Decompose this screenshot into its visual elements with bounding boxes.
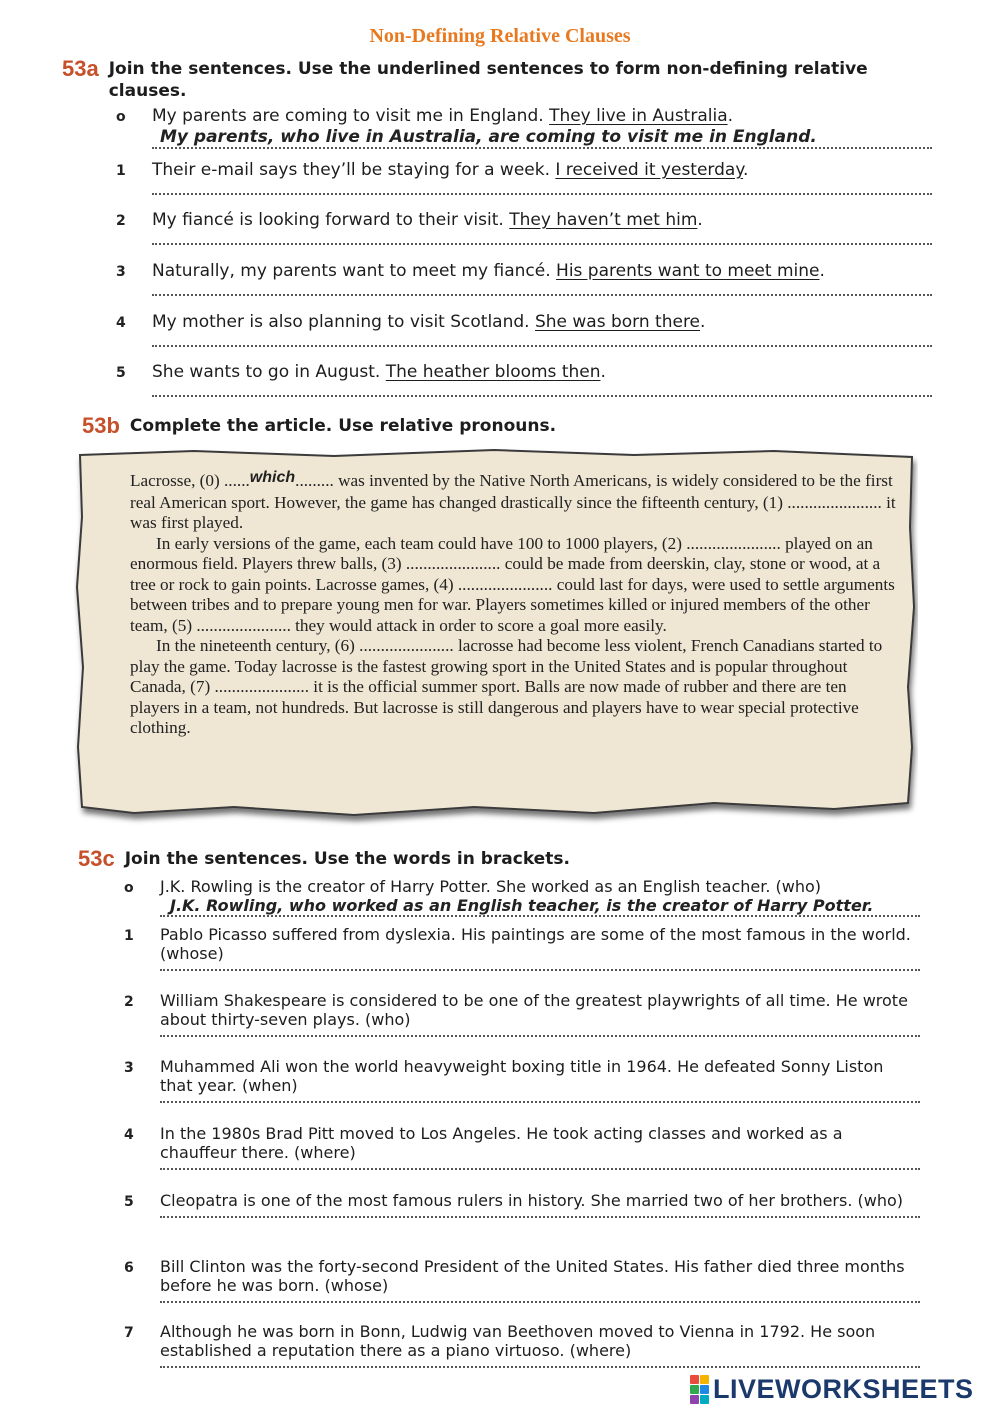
item-number: 3 [124, 1060, 134, 1076]
answer-field[interactable]: J.K. Rowling, who worked as an English teacher, is the creator of Harry Potter. [160, 896, 920, 917]
article-box [74, 447, 918, 827]
item-number: 1 [124, 928, 134, 944]
item-number: 7 [124, 1325, 134, 1341]
exercise-item-c1 [124, 925, 920, 971]
exercise-item-c6 [124, 1257, 920, 1303]
item-number: 2 [124, 994, 134, 1010]
item-number: 5 [124, 1194, 134, 1210]
exercise-item-c2 [124, 991, 920, 1037]
item-text: Although he was born in Bonn, Ludwig van Beethoven moved to Vienna in 1792. He soon established a reputation there as a piano virtuoso. (where) [160, 1322, 876, 1360]
item-number: o [116, 109, 126, 125]
answer-field[interactable]: My parents, who live in Australia, are coming to visit me in England. [152, 127, 932, 149]
item-text: My mother is also planning to visit Scotland. She was born there. [152, 312, 706, 332]
section-b-instruction: Complete the article. Use relative pronouns. [129, 416, 557, 436]
answer-field[interactable] [152, 383, 932, 397]
liveworksheets-logo-icon [690, 1375, 709, 1404]
item-text: J.K. Rowling is the creator of Harry Potter. She worked as an English teacher. (who) [160, 877, 821, 896]
underlined-sentence: His parents want to meet mine [556, 261, 820, 281]
underlined-sentence: The heather blooms then [385, 362, 601, 382]
item-number: 4 [124, 1127, 134, 1143]
underlined-sentence: She was born there [534, 312, 701, 332]
item-text: Cleopatra is one of the most famous rulers in history. She married two of her brothers. (who) [160, 1191, 904, 1210]
answer-field[interactable] [160, 1095, 920, 1103]
section-b-header [82, 415, 882, 437]
exercise-item-a4 [116, 312, 932, 347]
answer-field[interactable] [152, 181, 932, 195]
answer-field[interactable] [160, 963, 920, 971]
section-c-header [78, 848, 878, 870]
exercise-item-a1 [116, 160, 932, 195]
answer-field[interactable] [160, 1162, 920, 1170]
item-number: 5 [116, 365, 126, 381]
item-text: In the 1980s Brad Pitt moved to Los Angeles. He took acting classes and worked as a chauffeur there. (where) [160, 1124, 843, 1162]
item-number: 4 [116, 315, 126, 331]
item-text: Their e-mail says they’ll be staying for a week. I received it yesterday. [152, 160, 749, 180]
exercise-item-c0 [124, 877, 920, 917]
answer-field[interactable] [160, 1029, 920, 1037]
answer-field[interactable] [160, 1210, 920, 1218]
blank-0-answer[interactable]: which [249, 469, 296, 486]
answer-field[interactable] [152, 333, 932, 347]
exercise-item-a2 [116, 210, 932, 245]
exercise-item-c7 [124, 1322, 920, 1368]
item-number: 3 [116, 264, 126, 280]
item-number: o [124, 880, 134, 896]
answer-field[interactable] [152, 282, 932, 296]
section-b-number: 53b [82, 413, 120, 438]
article-text [130, 471, 900, 739]
item-number: 2 [116, 213, 126, 229]
item-text: My fiancé is looking forward to their visit. They haven’t met him. [152, 210, 703, 230]
section-c-instruction: Join the sentences. Use the words in brackets. [124, 849, 570, 869]
item-number: 6 [124, 1260, 134, 1276]
section-a-number: 53a [62, 56, 99, 81]
item-text: William Shakespeare is considered to be one of the greatest playwrights of all time. He wrote about thirty-seven plays. (who) [160, 991, 908, 1029]
answer-field[interactable] [160, 1295, 920, 1303]
section-a-instruction: Join the sentences. Use the underlined sentences to form non-defining relative clauses. [108, 59, 868, 101]
article-paragraph-1: Lacrosse, (0) ......which......... was invented by the Native North Americans, is widely considered to be the first real American sport. However, the game has changed drastically since the fifteenth century, (1) ...................... it was first played. [130, 469, 896, 532]
answer-field[interactable] [152, 231, 932, 245]
underlined-sentence: They haven’t met him [509, 210, 698, 230]
section-a-header [62, 58, 942, 102]
page-title: Non-Defining Relative Clauses [369, 25, 631, 47]
exercise-item-a0 [116, 106, 932, 149]
article-paragraph-3: In the nineteenth century, (6) ...................... lacrosse had become less violent, French Canadians started to play the game. Today lacrosse is the fastest growing sport in the United States and is popular throughout Canada, (7) ...................... it is the official summer sport. Balls are now made of rubber and there are ten players in a team, not hundreds. But lacrosse is still dangerous and players have to wear special protective clothing. [130, 636, 883, 737]
item-text: Bill Clinton was the forty-second President of the United States. His father died three months before he was born. (whose) [160, 1257, 905, 1295]
exercise-item-a3 [116, 261, 932, 296]
item-text: My parents are coming to visit me in England. They live in Australia. [152, 106, 734, 126]
item-text: Naturally, my parents want to meet my fiancé. His parents want to meet mine. [152, 261, 825, 281]
section-c-number: 53c [78, 846, 115, 871]
exercise-item-c4 [124, 1124, 920, 1170]
item-text: Muhammed Ali won the world heavyweight boxing title in 1964. He defeated Sonny Liston that year. (when) [160, 1057, 884, 1095]
exercise-item-c5 [124, 1191, 920, 1218]
item-text: She wants to go in August. The heather blooms then. [152, 362, 606, 382]
item-text: Pablo Picasso suffered from dyslexia. His paintings are some of the most famous in the world. (whose) [160, 925, 911, 963]
brand-text: LIVEWORKSHEETS [713, 1374, 974, 1404]
liveworksheets-brand[interactable] [690, 1374, 974, 1405]
exercise-item-c3 [124, 1057, 920, 1103]
exercise-item-a5 [116, 362, 932, 397]
item-number: 1 [116, 163, 126, 179]
article-paragraph-2: In early versions of the game, each team could have 100 to 1000 players, (2) ...................... played on an enormous field. Players threw balls, (3) ...................... could be made from deerskin, clay, stone or wood, at a tree or rock to gain points. Lacrosse games, (4) ...................... could last for days, were used to settle arguments between tribes and to prepare young men for war. Players sometimes killed or injured members of the other team, (5) ...................... they would attack in order to score a goal more easily. [130, 533, 895, 635]
underlined-sentence: They live in Australia [549, 106, 728, 126]
answer-field[interactable] [160, 1360, 920, 1368]
underlined-sentence: I received it yesterday [555, 160, 743, 180]
